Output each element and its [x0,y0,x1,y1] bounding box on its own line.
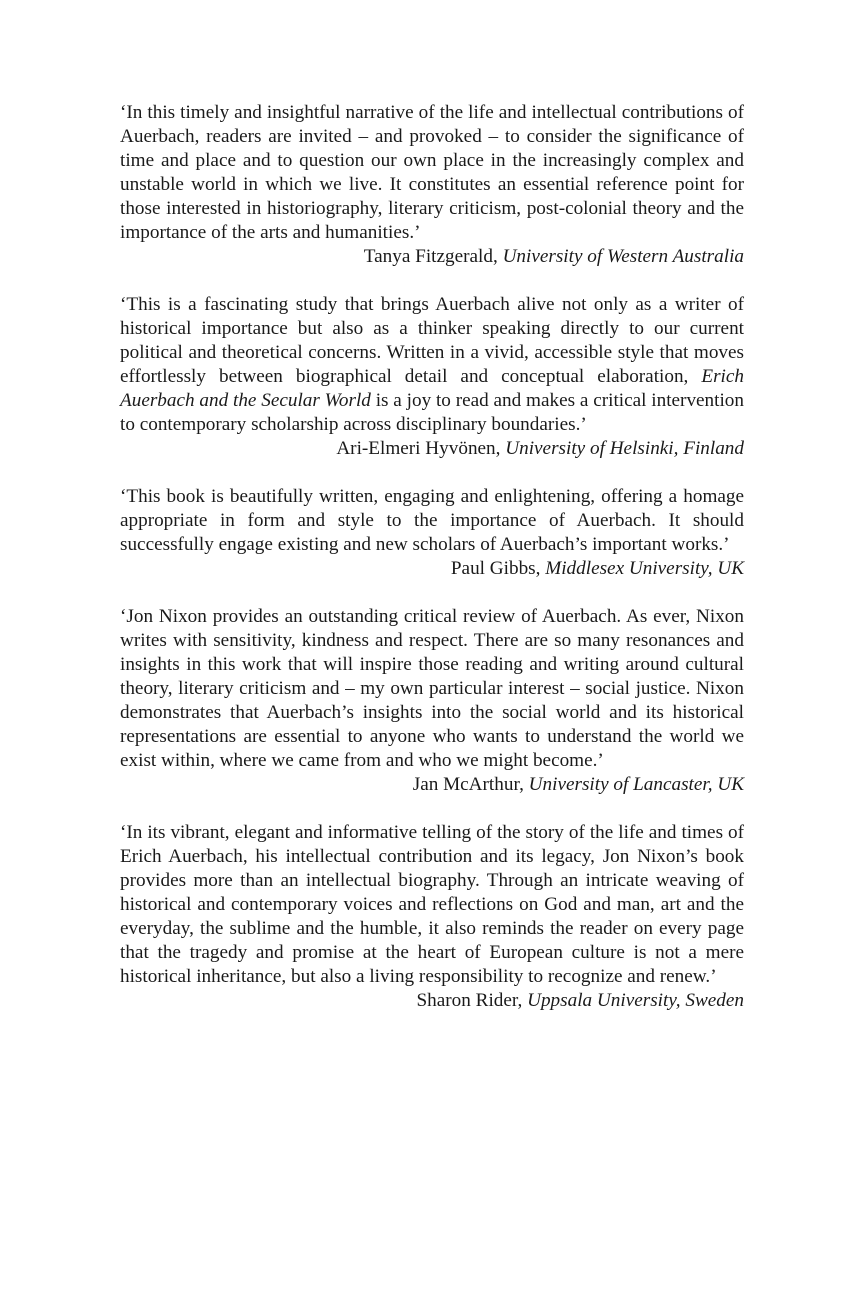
endorsement-quote: ‘Jon Nixon provides an outstanding critical review of Auerbach. As ever, Nixon writes with sensitivity, kindness and respect. There are so many resonances and insights in this work that will inspire those reading and writing around cultural theory, literary criticism and – my own particular interest – social justice. Nixon demonstrates that Auerbach’s insights into the social world and its historical representations are essential to anyone who wants to understand the world we exist within, where we came from and who we might become.’ [120,606,744,771]
endorsement-gibbs [120,485,744,581]
endorsement-attribution [120,437,744,461]
endorser-name: Paul Gibbs, [450,558,541,579]
endorser-affiliation: University of Western Australia [502,246,744,267]
endorser-affiliation: Uppsala University, Sweden [527,990,744,1011]
endorsement-attribution [120,245,744,269]
endorser-affiliation: University of Lancaster, UK [528,774,744,795]
endorser-affiliation: University of Helsinki, Finland [505,438,744,459]
endorser-name: Jan McArthur, [412,774,524,795]
endorsement-quote [120,293,744,437]
endorsement-quote: ‘In its vibrant, elegant and informative telling of the story of the life and times of Erich Auerbach, his intellectual contribution and its legacy, Jon Nixon’s book provides more than an intellectual biography. Through an intricate weaving of historical and contemporary voices and reflections on God and man, art and the everyday, the sublime and the humble, it also reminds the reader on every page that the tragedy and promise at the heart of European culture is not a mere historical inheritance, but also a living responsibility to recognize and renew.’ [120,822,744,987]
endorser-name: Tanya Fitzgerald, [363,246,498,267]
book-title: Erich Auerbach and the Secular World [120,366,744,411]
endorser-name: Ari-Elmeri Hyvönen, [336,438,501,459]
endorsements-page [120,101,744,1037]
endorsement-mcarthur [120,605,744,797]
endorser-affiliation: Middlesex University, UK [545,558,744,579]
endorsement-rider [120,821,744,1013]
endorsement-hyvonen [120,293,744,461]
endorsement-fitzgerald [120,101,744,269]
endorsement-attribution [120,989,744,1013]
quote-text-after: is a joy to read and makes a critical intervention to contemporary scholarship across disciplinary boundaries.’ [120,390,744,435]
quote-text-before: ‘This is a fascinating study that brings Auerbach alive not only as a writer of historical importance but also as a thinker speaking directly to our current political and theoretical concerns. Written in a vivid, accessible style that moves effortlessly between biographical detail and conceptual elaboration, [120,294,744,387]
endorsement-attribution [120,773,744,797]
endorser-name: Sharon Rider, [416,990,523,1011]
endorsement-quote: ‘This book is beautifully written, engaging and enlightening, offering a homage appropriate in form and style to the importance of Auerbach. It should successfully engage existing and new scholars of Auerbach’s important works.’ [120,486,744,555]
endorsement-quote: ‘In this timely and insightful narrative of the life and intellectual contributions of Auerbach, readers are invited – and provoked – to consider the significance of time and place and to question our own place in the increasingly complex and unstable world in which we live. It constitutes an essential reference point for those interested in historiography, literary criticism, post-colonial theory and the importance of the arts and humanities.’ [120,102,744,243]
endorsement-attribution [120,557,744,581]
